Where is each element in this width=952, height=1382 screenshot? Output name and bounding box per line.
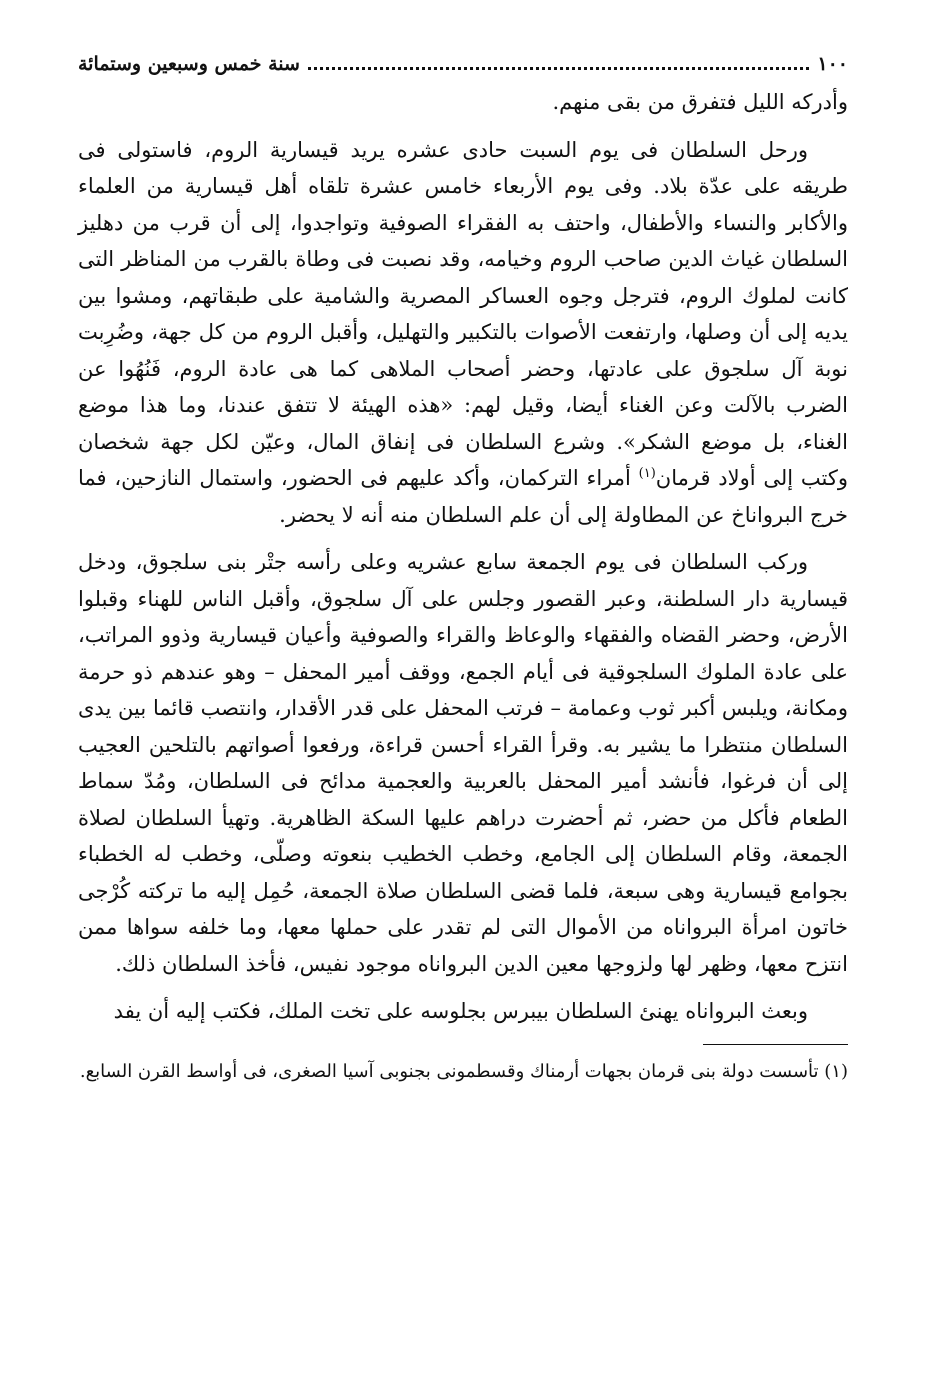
paragraph-parwana-letter: وبعث البرواناه يهنئ السلطان بيبرس بجلوسه على تخت الملك، فكتب إليه أن يفد (113, 999, 808, 1023)
paragraph-text: أمراء التركمان، وأكد عليهم فى الحضور، واستمال النازحين، فما خرج البرواناخ عن المطاولة إلى أن علم السلطان منه أنه لا يحضر. (78, 466, 848, 527)
footnote-reference[interactable]: (١) (638, 466, 656, 481)
page-number: ١٠٠ (817, 53, 848, 75)
paragraph-sultan-departure (78, 132, 848, 534)
footnote-mark: (١) (824, 1060, 848, 1082)
leader-dots (308, 67, 809, 70)
footnote-text: تأسست دولة بنى قرمان بجهات أرمناك وقسطمونى بجنوبى آسيا الصغرى، فى أواسط القرن السابع. (79, 1060, 819, 1082)
book-page (78, 44, 848, 1091)
paragraph-text: ورحل السلطان فى يوم السبت حادى عشره يريد قيسارية الروم، فاستولى فى طريقه على عدّة بلاد. وفى يوم الأربعاء خامس عشرة تلقاه أهل قيسارية من العلماء والأكابر والنساء والأطفال، واحتف به الفقراء الصوفية وتواجدوا، إلى أن قرب من دهليز السلطان غياث الدين صاحب الروم وخيامه، وقد نصبت فى وطاة بالقرب من المناظر التى كانت لملوك الروم، فترجل وجوه العساكر المصرية والشامية على طبقاتهم، ومشوا بين يديه إلى أن وصلها، وارتفعت الأصوات بالتكبير والتهليل، وأقبل الروم من كل جهة، وضُرِبت نوبة آل سلجوق على عادتها، وحضر أصحاب الملاهى كما هى عادة الروم، فَنُهُوا عن الضرب بالآلت وعن الغناء أيضا، وقيل لهم: «هذه الهيئة لا تتفق عندنا، وما هذا موضع الغناء، بل موضع الشكر». وشرع السلطان فى إنفاق المال، وعيّن لكل جهة شخصان وكتب إلى أولاد قرمان (78, 137, 849, 490)
footnote (78, 1053, 848, 1091)
running-title: سنة خمس وسبعين وستمائة (78, 53, 300, 75)
running-header (78, 44, 848, 84)
paragraph-gap (78, 121, 848, 132)
paragraph-friday-ceremony: وركب السلطان فى يوم الجمعة سابع عشريه وعلى رأسه جتْر بنى سلجوق، ودخل قيسارية دار السلطنة، وعبر القصور وجلس على آل سلجوق، وأقبل الناس للهناء وقبلوا الأرض، وحضر القضاه والفقهاء والوعاظ والقراء والصوفية وأعيان قيسارية وذوو المراتب، على عادة الملوك السلجوقية فى أيام الجمع، ووقف أمير المحفل – وهو عندهم ذو حرمة ومكانة، ويلبس أكبر ثوب وعمامة – فرتب المحفل على قدر الأقدار، وانتصب قائما بين يدى السلطان منتظرا ما يشير به. وقرأ القراء أحسن قراءة، ورفعوا أصواتهم بالتلحين العجيب إلى أن فرغوا، فأنشد أمير المحفل بالعربية والعجمية مدائح فى السلطان، ومُدّ سماط الطعام فأكل من حضر، ثم أحضرت دراهم عليها السكة الظاهرية. وتهيأ السلطان لصلاة الجمعة، وقام السلطان إلى الجامع، وخطب الخطيب بنعوته وصلّى، وخطب له الخطباء بجوامع قيسارية وهى سبعة، فلما قضى السلطان صلاة الجمعة، حُمِل إليه ما تركته كُرْجى خاتون امرأة البرواناه من الأموال التى لم تقدر على حملها معها، وما خلفه سواها ممن انتزح معها، وظهر لها ولزوجها معين الدين البرواناه موجود نفيس، فأخذ السلطان ذلك. (78, 550, 848, 976)
paragraph-continuation: وأدركه الليل فتفرق من بقى منهم. (552, 90, 848, 114)
paragraph-gap (78, 533, 848, 544)
footnote-separator (703, 1044, 848, 1045)
paragraph-gap (78, 982, 848, 993)
